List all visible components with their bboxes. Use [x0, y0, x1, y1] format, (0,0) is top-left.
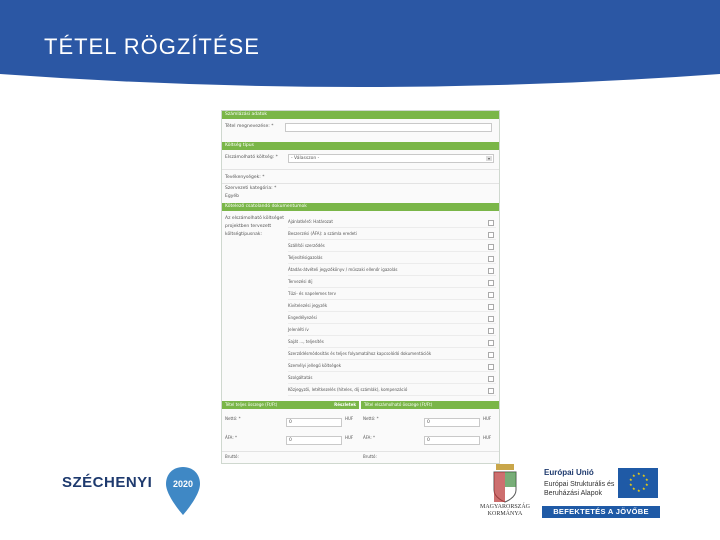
document-item[interactable]: Kivitelezési jegyzék: [288, 301, 496, 312]
checkbox[interactable]: [488, 220, 494, 226]
net-unit: HUF: [345, 416, 354, 421]
checkbox[interactable]: [488, 280, 494, 286]
item-name-input[interactable]: [285, 123, 492, 132]
document-item[interactable]: Tűzi- és napelemes terv: [288, 289, 496, 300]
document-item[interactable]: Jelenléti ív: [288, 325, 496, 336]
divider: [222, 169, 499, 170]
svg-text:★: ★: [645, 482, 649, 487]
svg-text:★: ★: [632, 473, 636, 478]
eu-title: Európai Unió: [544, 468, 594, 477]
category-label: Szervezeti kategória: *: [225, 186, 277, 191]
svg-text:★: ★: [632, 486, 636, 491]
checkbox[interactable]: [488, 268, 494, 274]
category-value[interactable]: Egyéb: [225, 194, 239, 199]
divider: [222, 183, 499, 184]
gross-label: Bruttó:: [225, 454, 239, 459]
document-item[interactable]: Teljesítésigazolás: [288, 253, 496, 264]
eu-slogan: BEFEKTETÉS A JÖVŐBE: [542, 506, 660, 518]
eligible-net-input[interactable]: 0: [424, 418, 480, 427]
checkbox[interactable]: [488, 364, 494, 370]
documents-label: Az elszámolható költséget projektben tervezett költségtípusnak:: [225, 216, 285, 237]
checkbox[interactable]: [488, 352, 494, 358]
eligible-vat-label: ÁFA: *: [363, 435, 375, 440]
eligible-net-unit: HUF: [483, 416, 492, 421]
document-item[interactable]: Ajánlatkérő: Határozat: [288, 217, 496, 228]
checkbox[interactable]: [488, 328, 494, 334]
svg-text:★: ★: [642, 473, 646, 478]
svg-text:★: ★: [645, 477, 649, 482]
checkbox[interactable]: [488, 232, 494, 238]
chevron-down-icon[interactable]: ▾: [487, 156, 490, 161]
eligible-vat-unit: HUF: [483, 435, 492, 440]
document-item[interactable]: Tervezési díj: [288, 277, 496, 288]
svg-text:★: ★: [637, 488, 641, 493]
szechenyi-logo-text: SZÉCHENYI: [62, 474, 153, 491]
eligible-amount-header: Tétel elszámolható összege (Ft/Ft): [361, 401, 499, 409]
document-item[interactable]: Átadás-átvételi jegyzőkönyv / műszaki ellenőr igazolás: [288, 265, 496, 276]
eligible-vat-input[interactable]: 0: [424, 436, 480, 445]
checkbox[interactable]: [488, 340, 494, 346]
checkbox[interactable]: [488, 292, 494, 298]
checkbox[interactable]: [488, 244, 494, 250]
item-name-label: Tétel megnevezése: *: [225, 124, 274, 129]
net-label: Nettó: *: [225, 416, 241, 421]
government-label: MAGYARORSZÁG KORMÁNYA: [479, 504, 530, 517]
section-header-cost-type: Költség típus: [222, 142, 499, 150]
activity-label: Tevékenységek: *: [225, 175, 265, 180]
checkbox[interactable]: [488, 304, 494, 310]
eligible-net-label: Nettó: *: [363, 416, 379, 421]
accountable-cost-select[interactable]: [288, 154, 494, 163]
vat-label: ÁFA: *: [225, 435, 237, 440]
document-item[interactable]: Saját ..., teljesítés: [288, 337, 496, 348]
svg-text:★: ★: [629, 477, 633, 482]
document-item[interactable]: Engedélyezési: [288, 313, 496, 324]
net-input[interactable]: 0: [286, 418, 342, 427]
document-item[interactable]: Szállítói szerződés: [288, 241, 496, 252]
checkbox[interactable]: [488, 388, 494, 394]
total-amount-header: Tétel teljes összege (Ft/Ft) Részletek: [222, 401, 359, 409]
svg-text:★: ★: [642, 486, 646, 491]
accountable-cost-label: Elszámolható költség: *: [225, 155, 278, 160]
svg-text:★: ★: [637, 471, 641, 476]
eligible-gross-label: Bruttó:: [363, 454, 377, 459]
szechenyi-2020-pin-icon: [164, 465, 202, 517]
document-item[interactable]: Közjegyzői, letétkezelés (hiteles, díj számlák), kompenzáció: [288, 385, 496, 396]
item-entry-form: [221, 110, 500, 464]
vat-input[interactable]: 0: [286, 436, 342, 445]
checkbox[interactable]: [488, 256, 494, 262]
document-item[interactable]: Szerződésmódosítás és teljes folyamatához kapcsolódó dokumentációk: [288, 349, 496, 360]
document-item[interactable]: Szolgáltatás: [288, 373, 496, 384]
document-item[interactable]: Személyi jellegű költségek: [288, 361, 496, 372]
svg-text:★: ★: [629, 482, 633, 487]
szechenyi-2020-text: 2020: [172, 479, 194, 489]
details-link[interactable]: Részletek: [334, 402, 356, 407]
checkbox[interactable]: [488, 316, 494, 322]
section-header-main: Számlázási adatok: [222, 111, 499, 119]
eu-flag-icon: [618, 468, 658, 498]
slide-title: TÉTEL RÖGZÍTÉSE: [44, 34, 260, 59]
accountable-cost-value: - Válasszon -: [291, 156, 320, 161]
divider: [222, 451, 499, 452]
section-header-documents: Kötelező csatolandó dokumentumok: [222, 203, 499, 211]
checkbox[interactable]: [488, 376, 494, 382]
vat-unit: HUF: [345, 435, 354, 440]
eu-fund-name: Európai Strukturális és Beruházási Alapok: [544, 481, 615, 497]
document-item[interactable]: Beszerzési (ÁFA): a számla eredeti: [288, 229, 496, 240]
